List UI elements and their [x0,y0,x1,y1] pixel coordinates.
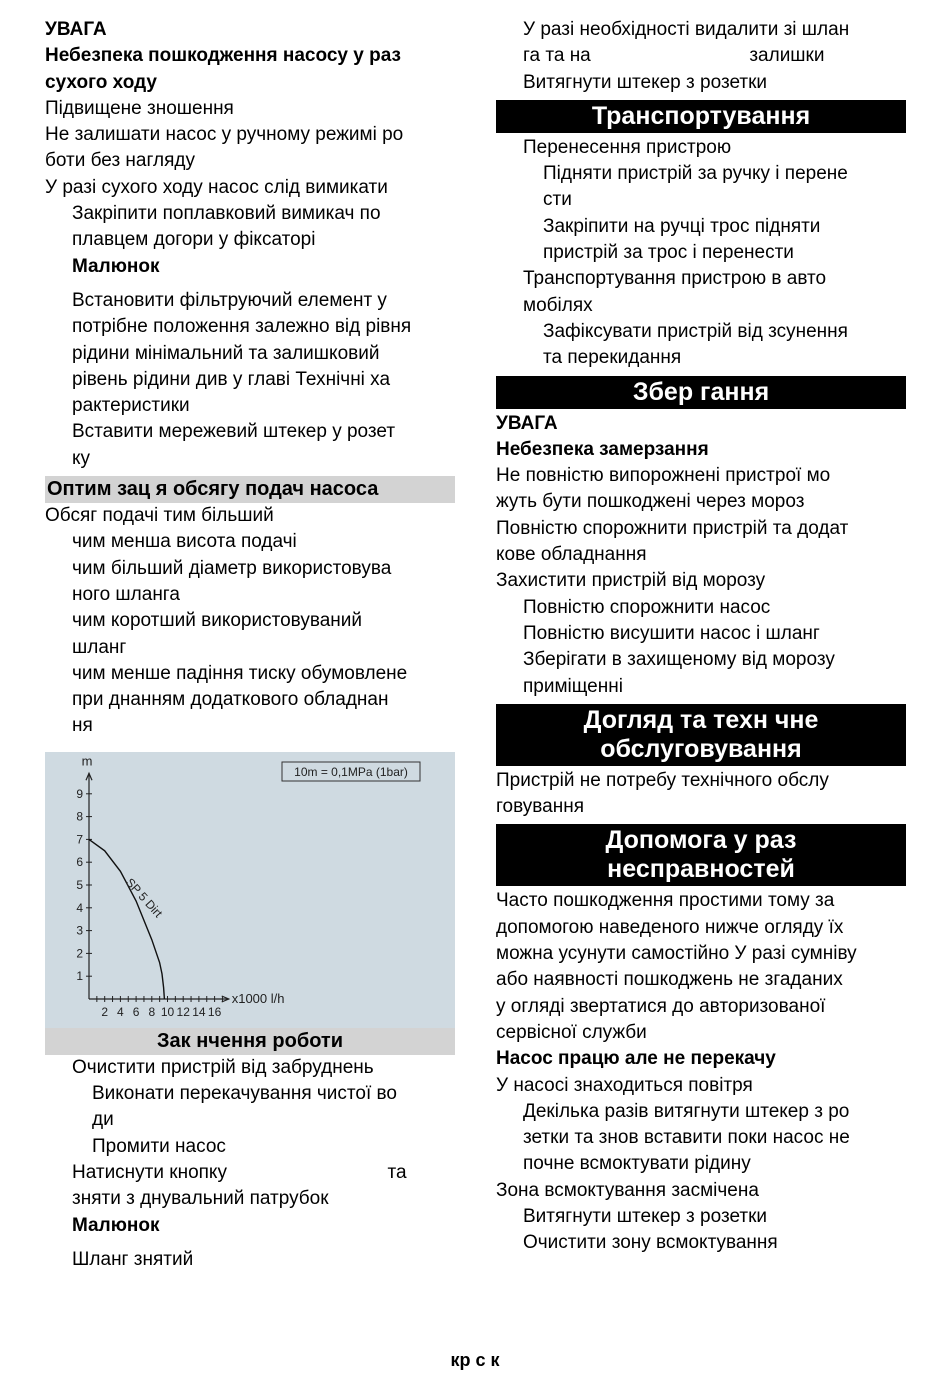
danger-text: Небезпека пошкодження насосу у раз [45,45,401,67]
text-line [45,1160,455,1186]
y-tick-label: 6 [76,854,83,869]
left-column [45,17,455,1273]
text-line: Зберігати в захищеному від морозу [523,649,835,671]
text-line: Закріпити поплавковий вимикач по [72,203,381,225]
text-line: Шланг знятий [72,1248,194,1270]
text-line: ку [72,447,91,469]
text-line: Витягнути штекер з розетки [523,1205,768,1227]
text-line [496,43,906,69]
text-line: плавцем догори у фіксаторі [72,229,316,251]
y-tick-label: 1 [76,968,83,983]
text-line: У разі необхідності видалити зі шлан [523,19,850,40]
pump-performance-chart [45,752,455,1028]
text-line: Витягнути штекер з розетки [523,71,768,93]
y-tick-label: 7 [76,832,83,847]
danger-text-cont: сухого ходу [45,71,157,93]
text-line: У насосі знаходиться повітря [496,1074,753,1096]
text-line: Очистити зону всмоктування [523,1232,778,1254]
y-tick-label: 2 [76,946,83,961]
heading-line: Допомога у раз [605,826,797,855]
text-line: при днанням додаткового обладнан [72,689,389,711]
x-tick-label: 12 [176,1004,190,1019]
text-line: Транспортування пристрою в авто [523,268,827,290]
text-line: можна усунути самостійно У разі сумніву [496,943,857,965]
text-line: Не повністю випорожнені пристрої мо [496,465,831,487]
text-line: Перенесення пристрою [523,136,732,158]
right-column [496,17,906,1257]
text-line: Повністю спорожнити пристрій та додат [496,517,849,539]
text-line: Встановити фільтруючий елемент у [72,289,387,311]
text-line: Обсяг подачі тим більший [45,505,274,527]
warning-heading: УВАГА [496,412,558,434]
warning-heading: УВАГА [45,19,107,40]
text-line: Часто пошкодження простими тому за [496,890,835,912]
section-heading-troubleshooting [496,824,906,886]
text-line: чим більший діаметр використовува [72,557,392,579]
text-line: боти без нагляду [45,150,195,172]
x-tick-label: 6 [132,1004,140,1019]
text-line: ди [92,1109,114,1131]
y-axis-label: m [81,752,93,768]
figure-ref: Малюнок [72,255,160,277]
x-tick-label: 16 [207,1004,222,1019]
text-line: чим менша висота подачі [72,531,297,553]
text-fragment: залишки [749,45,825,67]
y-tick-label: 5 [76,877,83,892]
series-label: SP 5 Dirt [122,875,166,920]
text-line: Декілька разів витягнути штекер з ро [523,1100,850,1122]
text-line: Промити насос [92,1135,226,1157]
series-line [89,839,164,999]
section-heading-optimization: Оптим зац я обсягу подач насоса [45,476,455,503]
text-line: кове обладнання [496,544,647,566]
section-heading-finish: Зак нчення роботи [45,1028,455,1055]
text-line: Закріпити на ручці трос підняти [543,215,821,237]
text-line: рідини мінімальний та залишковий [72,342,380,364]
text-line: потрібне положення залежно від рівня [72,316,412,338]
text-fragment: га та на [523,45,591,67]
text-line: пристрій за трос і перенести [543,242,794,264]
x-tick-label: 2 [101,1004,109,1019]
y-tick-label: 3 [76,923,83,938]
text-line: або наявності пошкоджень не згаданих [496,969,843,991]
text-line: ного шланга [72,583,180,605]
section-heading-maintenance [496,704,906,766]
text-line: зняти з днувальний патрубок [72,1188,329,1210]
text-line: рактеристики [72,395,190,417]
text-line: та перекидання [543,347,682,369]
text-line: Очистити пристрій від забруднень [72,1056,374,1078]
text-line: шланг [72,636,127,658]
text-line: сервісної служби [496,1021,647,1043]
page-footer: кр с к [450,1350,500,1370]
x-tick-label: 14 [192,1004,206,1019]
text-line: сти [543,189,572,211]
text-line: Пристрій не потребу технічного обслу [496,769,829,791]
heading-line: обслуговування [600,734,802,763]
text-line: Не залишати насос у ручному режимі ро [45,124,404,146]
x-tick-label: 4 [117,1004,124,1019]
text-line: жуть бути пошкоджені через мороз [496,491,805,513]
y-tick-label: 9 [76,786,83,801]
x-axis-label: x1000 l/h [231,990,285,1006]
text-fragment: Натиснути кнопку [72,1161,227,1183]
fault-heading: Насос працю але не перекачу [496,1048,776,1070]
text-line: приміщенні [523,675,623,697]
text-line: чим менше падіння тиску обумовлене [72,662,408,684]
chart-svg [45,752,455,1028]
text-line: мобілях [523,294,593,316]
text-line: допомогою наведеного нижче огляду їх [496,916,844,938]
y-tick-label: 8 [76,809,83,824]
heading-line: Догляд та техн чне [583,705,819,734]
text-line: Підвищене зношення [45,97,234,119]
text-line: Повністю спорожнити насос [523,596,771,618]
text-line: Захистити пристрій від морозу [496,570,766,592]
text-line: чим коротший використовуваний [72,610,362,632]
text-line: ня [72,715,93,737]
text-line: почне всмоктувати рідину [523,1153,751,1175]
text-fragment: та [387,1161,407,1183]
text-line: Повністю висушити насос і шланг [523,622,820,644]
scale-note: 10m = 0,1MPa (1bar) [294,764,408,779]
x-tick-label: 8 [148,1004,156,1019]
section-heading-storage: Збер гання [496,376,906,409]
text-line: Вставити мережевий штекер у розет [72,421,396,443]
text-line: зетки та знов вставити поки насос не [523,1127,850,1149]
x-tick-label: 10 [160,1004,175,1019]
figure-ref: Малюнок [72,1214,160,1236]
heading-line: несправностей [607,855,795,884]
text-line: говування [496,796,584,818]
danger-text: Небезпека замерзання [496,438,709,460]
text-line: Зона всмоктування засмічена [496,1179,759,1201]
section-heading-transport: Транспортування [496,100,906,133]
y-tick-label: 4 [76,900,83,915]
text-line: У разі сухого ходу насос слід вимикати [45,176,388,198]
text-line: рівень рідини див у главі Технічні ха [72,368,391,390]
text-line: у огляді звертатися до авторизованої [496,995,826,1017]
text-line: Виконати перекачування чистої во [92,1083,397,1105]
text-line: Зафіксувати пристрій від зсунення [543,320,848,342]
text-line: Підняти пристрій за ручку і перене [543,163,848,185]
